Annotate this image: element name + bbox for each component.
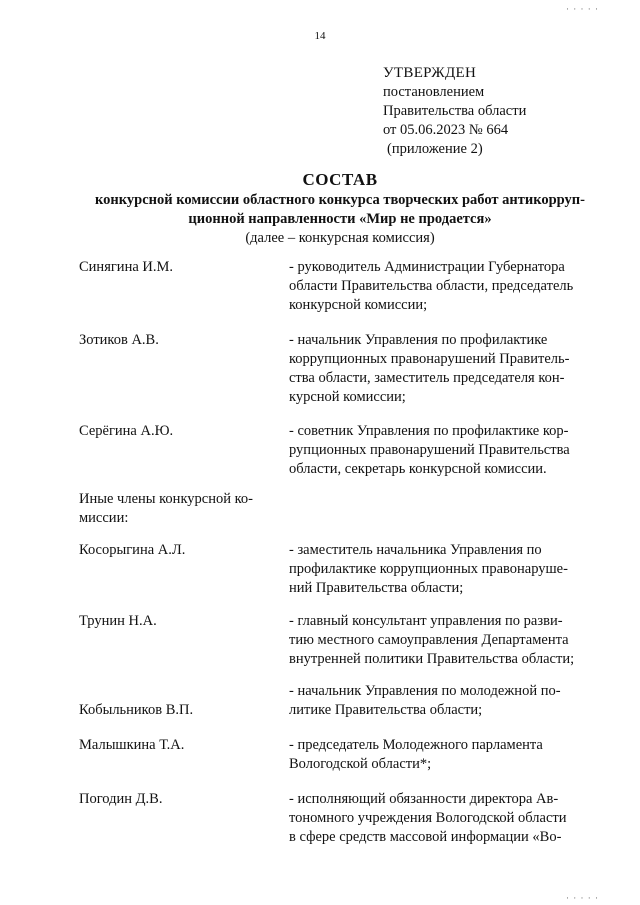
member-role-line: ства области, заместитель председателя кон-	[289, 370, 565, 386]
member-role-line: - советник Управления по профилактике кор-	[289, 423, 569, 439]
member-role	[289, 258, 589, 315]
member-name: Малышкина Т.А.	[79, 737, 185, 753]
member-role-line: внутренней политики Правительства области;	[289, 651, 575, 667]
member-name: Косорыгина А.Л.	[79, 542, 186, 558]
member-name: Серёгина А.Ю.	[79, 423, 174, 439]
member-role-line: в сфере средств массовой информации «Во-	[289, 829, 562, 845]
other-members-label-line: Иные члены конкурсной ко-	[79, 491, 253, 507]
member-name: Трунин Н.А.	[79, 613, 157, 629]
document-subtitle-line: конкурсной комиссии областного конкурса творческих работ антикорруп-	[95, 192, 585, 208]
approval-stamp	[383, 64, 526, 159]
member-role-line: коррупционных правонарушений Правитель-	[289, 351, 570, 367]
member-role-line: ний Правительства области;	[289, 580, 464, 596]
member-role-line: - руководитель Администрации Губернатора	[289, 259, 565, 275]
member-role-line: тию местного самоуправления Департамента	[289, 632, 569, 648]
approval-heading: УТВЕРЖДЕН	[383, 65, 477, 81]
member-role-line: тономного учреждения Вологодской области	[289, 810, 567, 826]
member-role-line: - начальник Управления по молодежной по-	[289, 683, 561, 699]
member-role-line: - исполняющий обязанности директора Ав-	[289, 791, 559, 807]
member-role-line: - главный консультант управления по разви-	[289, 613, 563, 629]
approval-line: Правительства области	[383, 103, 527, 119]
member-role	[289, 541, 589, 598]
member-name: Погодин Д.В.	[79, 791, 163, 807]
member-role-line: области, секретарь конкурсной комиссии.	[289, 461, 547, 477]
member-role-line: конкурсной комиссии;	[289, 297, 428, 313]
member-role	[289, 331, 589, 407]
member-role	[289, 682, 589, 720]
other-members-label	[79, 490, 279, 528]
document-title-note: (далее – конкурсная комиссия)	[245, 230, 435, 246]
member-role-line: Вологодской области*;	[289, 756, 432, 772]
member-role	[289, 736, 589, 774]
document-subtitle-line: ционной направленности «Мир не продается»	[188, 211, 492, 227]
member-name: Кобыльников В.П.	[79, 702, 194, 718]
member-role	[289, 790, 589, 847]
member-role-line: литике Правительства области;	[289, 702, 483, 718]
member-role-line: - заместитель начальника Управления по	[289, 542, 542, 558]
member-role-line: - председатель Молодежного парламента	[289, 737, 543, 753]
approval-line: постановлением	[383, 84, 485, 100]
member-role-line: - начальник Управления по профилактике	[289, 332, 548, 348]
member-role	[289, 422, 589, 479]
document-title: СОСТАВ	[302, 170, 378, 189]
approval-line: от 05.06.2023 № 664	[383, 122, 509, 138]
member-role-line: курсной комиссии;	[289, 389, 406, 405]
member-name: Зотиков А.В.	[79, 332, 159, 348]
page-number: 14	[314, 30, 326, 42]
scan-artifact: · · · · ·	[566, 893, 599, 903]
scan-artifact: · · · · ·	[566, 4, 599, 14]
document-title-block	[60, 170, 620, 248]
member-role-line: области Правительства области, председатель	[289, 278, 574, 294]
other-members-label-line: миссии:	[79, 510, 129, 526]
member-role-line: рупционных правонарушений Правительства	[289, 442, 570, 458]
member-role	[289, 612, 589, 669]
member-name: Синягина И.М.	[79, 259, 174, 275]
member-role-line: профилактике коррупционных правонаруше-	[289, 561, 568, 577]
approval-appendix: (приложение 2)	[387, 141, 483, 157]
